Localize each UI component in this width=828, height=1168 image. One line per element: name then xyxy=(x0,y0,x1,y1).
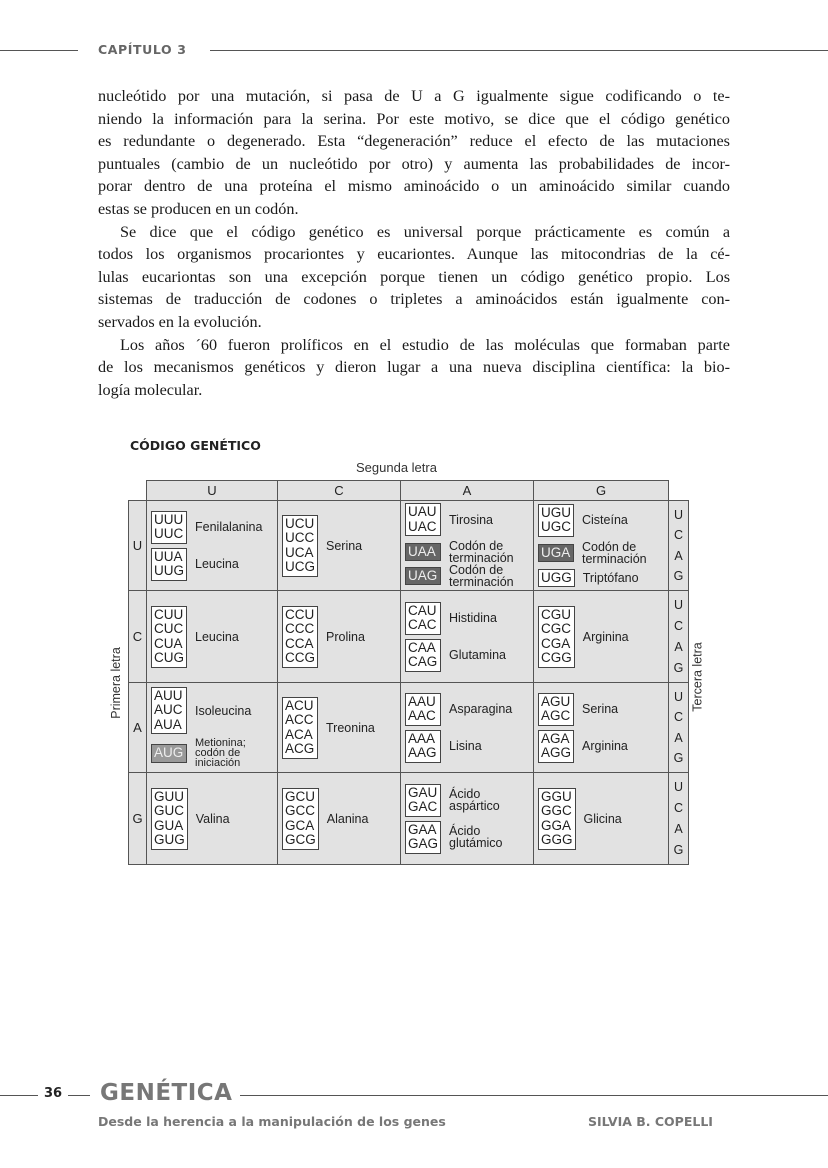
first-letter-C: C xyxy=(128,590,147,683)
amino-acid-label: Glutamina xyxy=(449,648,506,662)
third-letter: A xyxy=(674,821,683,836)
codon: GUC xyxy=(154,803,184,818)
codon-group xyxy=(538,504,664,537)
codon: GAU xyxy=(408,784,438,800)
amino-acid-label: Isoleucina xyxy=(195,703,252,718)
text-line: es redundante o degenerado. Esta “degeneración” reduce el efecto de las mutaciones xyxy=(98,132,730,151)
codon: UUC xyxy=(154,526,184,541)
codon: CUC xyxy=(154,621,184,636)
codon: UAA xyxy=(408,543,436,559)
codon: GAC xyxy=(408,799,438,814)
codon: UCC xyxy=(285,530,315,545)
text-line: porar dentro de una proteína el mismo aminoácido o un aminoácido similar cuando xyxy=(98,177,730,196)
codon-group xyxy=(151,548,273,581)
codon: UCU xyxy=(285,515,315,531)
codon: AGA xyxy=(541,730,570,746)
book-title: GENÉTICA xyxy=(100,1080,233,1106)
codon: AAC xyxy=(408,708,436,723)
codon-box xyxy=(538,606,575,668)
footer-rule-right xyxy=(240,1095,828,1096)
codon-cell-UC xyxy=(277,500,401,591)
first-letter-A: A xyxy=(128,682,147,773)
codon: UAU xyxy=(408,504,437,519)
codon-group xyxy=(405,784,529,817)
book-subtitle: Desde la herencia a la manipulación de los genes xyxy=(98,1114,446,1129)
codon: UGU xyxy=(541,504,571,520)
column-header-U: U xyxy=(146,480,278,501)
codon: UCA xyxy=(285,544,314,560)
codon-group xyxy=(151,788,273,850)
column-header-G: G xyxy=(533,480,669,501)
amino-acid-label: Treonina xyxy=(326,720,375,735)
codon-group xyxy=(405,693,529,726)
third-letter: G xyxy=(673,568,684,583)
codon-box xyxy=(405,602,441,635)
codon-cell-GA xyxy=(400,772,534,865)
codon-cell-UG xyxy=(533,500,669,591)
third-letter-column xyxy=(668,682,689,773)
codon: UUA xyxy=(154,548,183,564)
codon-box xyxy=(151,788,188,850)
codon-cell-GU xyxy=(146,772,278,865)
amino-acid-label: Leucina xyxy=(195,629,239,644)
codon: GUG xyxy=(154,832,185,847)
codon-group xyxy=(538,693,664,726)
codon-group xyxy=(282,515,396,577)
codon: AAG xyxy=(408,745,437,760)
codon: CAC xyxy=(408,617,437,632)
third-letter-column xyxy=(668,590,689,683)
author-name: SILVIA B. COPELLI xyxy=(588,1114,713,1129)
codon: GUU xyxy=(154,788,184,804)
amino-acid-label: Tirosina xyxy=(449,512,493,527)
codon-box xyxy=(282,788,319,850)
column-header-A: A xyxy=(400,480,534,501)
amino-acid-label: Lisina xyxy=(449,739,482,753)
codon-group xyxy=(405,540,529,564)
codon-box xyxy=(405,543,441,562)
codon-box xyxy=(405,784,441,817)
codon-cell-AA xyxy=(400,682,534,773)
amino-acid-label: Cisteína xyxy=(582,513,628,528)
codon: GGU xyxy=(541,788,572,804)
codon: UUU xyxy=(154,511,184,527)
codon-group xyxy=(538,569,664,588)
codon: AUU xyxy=(154,687,183,703)
text-line: servados en la evolución. xyxy=(98,312,262,331)
codon: CGU xyxy=(541,606,571,622)
codon-group xyxy=(151,738,273,768)
amino-acid-label: Serina xyxy=(326,538,363,553)
codon-box xyxy=(538,504,574,537)
third-letter: A xyxy=(674,639,683,654)
codon-group xyxy=(405,564,529,588)
codon: UAC xyxy=(408,518,437,534)
codon: GCG xyxy=(285,832,316,847)
third-letter-column xyxy=(668,772,689,865)
column-header-C: C xyxy=(277,480,401,501)
codon-group xyxy=(282,606,396,668)
amino-acid-label: Ácido glutámico xyxy=(449,824,503,850)
codon-box xyxy=(151,606,187,668)
codon: AGU xyxy=(541,693,571,709)
codon-cell-UU xyxy=(146,500,278,591)
codon-box xyxy=(151,687,187,735)
codon: ACA xyxy=(285,726,313,742)
amino-acid-label: Ácido aspártico xyxy=(449,787,500,813)
codon: CGC xyxy=(541,621,571,636)
codon-cell-AG xyxy=(533,682,669,773)
codon: AGG xyxy=(541,745,572,760)
codon-box xyxy=(538,693,574,726)
third-letter: C xyxy=(673,801,684,816)
codon: AUG xyxy=(154,745,184,760)
codon-box xyxy=(538,569,575,588)
amino-acid-label: Valina xyxy=(195,811,230,826)
codon-box xyxy=(151,548,187,581)
codon: ACU xyxy=(285,697,314,713)
third-letter: C xyxy=(673,710,684,725)
codon-box xyxy=(405,693,441,726)
amino-acid-label: Glicina xyxy=(583,811,622,826)
header-rule-right xyxy=(210,50,828,51)
third-letter: G xyxy=(673,660,684,675)
codon-group xyxy=(538,541,664,565)
codon: CAA xyxy=(408,639,436,655)
text-line: estas se producen en un codón. xyxy=(98,199,299,218)
amino-acid-label: Asparagina xyxy=(449,702,513,716)
text-line: niendo la información para la serina. Por este motivo, se dice que el código genético xyxy=(98,109,730,128)
codon-box xyxy=(405,639,441,672)
third-letter: U xyxy=(673,508,684,523)
third-letter-label: Tercera letra xyxy=(690,642,705,712)
codon: UAG xyxy=(408,567,438,583)
codon-cell-CC xyxy=(277,590,401,683)
codon: CUU xyxy=(154,606,184,622)
codon: ACG xyxy=(285,741,315,756)
codon: GCU xyxy=(285,788,315,804)
second-letter-label: Segunda letra xyxy=(356,460,437,475)
first-letter-G: G xyxy=(128,772,147,865)
codon-box xyxy=(405,821,441,854)
codon-group xyxy=(405,821,529,854)
amino-acid-label: Prolina xyxy=(326,629,365,644)
codon: CGG xyxy=(541,650,572,665)
codon-cell-CG xyxy=(533,590,669,683)
text-line: sistemas de traducción de codones o tripletes a aminoácidos están igualmente con- xyxy=(98,290,730,309)
codon-group xyxy=(405,602,529,635)
third-letter: A xyxy=(674,548,683,563)
third-letter: U xyxy=(673,780,684,795)
header-rule-left xyxy=(0,50,78,51)
codon: UCG xyxy=(285,559,315,574)
codon: GAG xyxy=(408,836,439,851)
text-line: Los años ´60 fueron prolíficos en el estudio de las moléculas que formaban parte xyxy=(120,335,730,354)
codon-group xyxy=(405,639,529,672)
first-letter-label: Primera letra xyxy=(108,647,123,719)
third-letter: C xyxy=(673,619,684,634)
codon-group xyxy=(151,511,273,544)
amino-acid-label: Serina xyxy=(582,702,619,716)
codon: GAA xyxy=(408,821,437,837)
third-letter-column xyxy=(668,500,689,591)
amino-acid-label: Histidina xyxy=(449,611,497,625)
codon-box xyxy=(405,567,441,586)
third-letter: U xyxy=(673,690,684,705)
codon-group xyxy=(151,687,273,735)
amino-acid-label: Arginina xyxy=(582,739,628,753)
codon-cell-CA xyxy=(400,590,534,683)
codon-cell-GC xyxy=(277,772,401,865)
codon-box xyxy=(405,503,441,536)
text-line: Se dice que el código genético es universal porque prácticamente es común a xyxy=(120,222,730,241)
codon: GCA xyxy=(285,817,315,833)
third-letter: U xyxy=(673,598,684,613)
codon: CCA xyxy=(285,635,314,651)
codon: GGG xyxy=(541,832,573,847)
codon-group xyxy=(405,503,529,536)
amino-acid-label: Arginina xyxy=(582,629,629,644)
codon-cell-UA xyxy=(400,500,534,591)
codon: CAG xyxy=(408,654,438,669)
page-number: 36 xyxy=(44,1086,63,1101)
codon-group xyxy=(538,730,664,763)
codon: GUA xyxy=(154,817,184,833)
amino-acid-label: Codón de terminación xyxy=(449,563,514,589)
codon-group xyxy=(405,730,529,763)
codon: CUA xyxy=(154,635,183,651)
codon: CCC xyxy=(285,621,315,636)
codon-group xyxy=(282,788,396,850)
codon: UGC xyxy=(541,519,571,535)
codon-box xyxy=(538,730,574,763)
codon-box xyxy=(151,744,187,763)
codon: UUG xyxy=(154,563,184,578)
codon: AGC xyxy=(541,708,571,723)
codon: CUG xyxy=(154,650,184,665)
codon-group xyxy=(282,697,396,759)
codon: CCU xyxy=(285,606,315,622)
amino-acid-label: Metionina; codón de iniciación xyxy=(195,737,246,770)
codon: CGA xyxy=(541,635,571,651)
amino-acid-label: Leucina xyxy=(195,557,239,571)
codon: UGA xyxy=(541,544,571,560)
amino-acid-label: Codón de terminación xyxy=(582,539,647,566)
codon: AAU xyxy=(408,693,436,709)
text-line: todos los organismos procariontes y eucariontes. Aunque las mitocondrias de la cé- xyxy=(98,245,730,264)
codon-cell-GG xyxy=(533,772,669,865)
codon: GGC xyxy=(541,803,572,818)
third-letter: G xyxy=(673,842,684,857)
codon-box xyxy=(151,511,187,544)
codon: CCG xyxy=(285,650,315,665)
codon: GCC xyxy=(285,803,315,818)
codon-group xyxy=(538,606,664,668)
third-letter: G xyxy=(673,750,684,765)
text-line: puntuales (cambio de un nucleótido por otro) y aumenta las probabilidades de incor- xyxy=(98,154,730,173)
codon-box xyxy=(282,606,318,668)
codon: AUC xyxy=(154,702,183,718)
codon-box xyxy=(282,697,318,759)
codon-group xyxy=(538,788,664,850)
text-line: de los mecanismos genéticos y dieron lugar a una nueva disciplina científica: la bio- xyxy=(98,358,730,377)
third-letter: A xyxy=(674,730,683,745)
footer-rule-left xyxy=(0,1095,38,1096)
codon: UGG xyxy=(541,569,572,585)
text-line: nucleótido por una mutación, si pasa de U a G igualmente sigue codificando o te- xyxy=(98,87,730,105)
amino-acid-label: Codón de terminación xyxy=(449,539,514,565)
codon-box xyxy=(538,788,576,850)
chapter-heading: CAPÍTULO 3 xyxy=(98,42,187,57)
codon: AUA xyxy=(154,716,182,732)
figure-title: CÓDIGO GENÉTICO xyxy=(130,438,261,453)
codon-group xyxy=(151,606,273,668)
amino-acid-label: Triptófano xyxy=(582,571,639,585)
codon-box xyxy=(282,515,318,577)
codon-box xyxy=(405,730,441,763)
codon-cell-CU xyxy=(146,590,278,683)
footer-rule-mid xyxy=(68,1095,90,1096)
text-line: logía molecular. xyxy=(98,380,203,399)
codon-box xyxy=(538,544,574,563)
amino-acid-label: Fenilalanina xyxy=(195,520,263,534)
text-line: lulas eucariontas son una excepción porque tienen un código genético propio. Los xyxy=(98,267,730,286)
codon: AAA xyxy=(408,730,436,746)
codon: CAU xyxy=(408,602,437,618)
amino-acid-label: Alanina xyxy=(326,811,369,826)
codon: ACC xyxy=(285,712,314,727)
codon-cell-AC xyxy=(277,682,401,773)
codon-cell-AU xyxy=(146,682,278,773)
codon: GGA xyxy=(541,817,572,833)
genetic-code-table xyxy=(128,480,688,864)
body-text xyxy=(98,85,730,401)
first-letter-U: U xyxy=(128,500,147,591)
third-letter: C xyxy=(673,528,684,543)
